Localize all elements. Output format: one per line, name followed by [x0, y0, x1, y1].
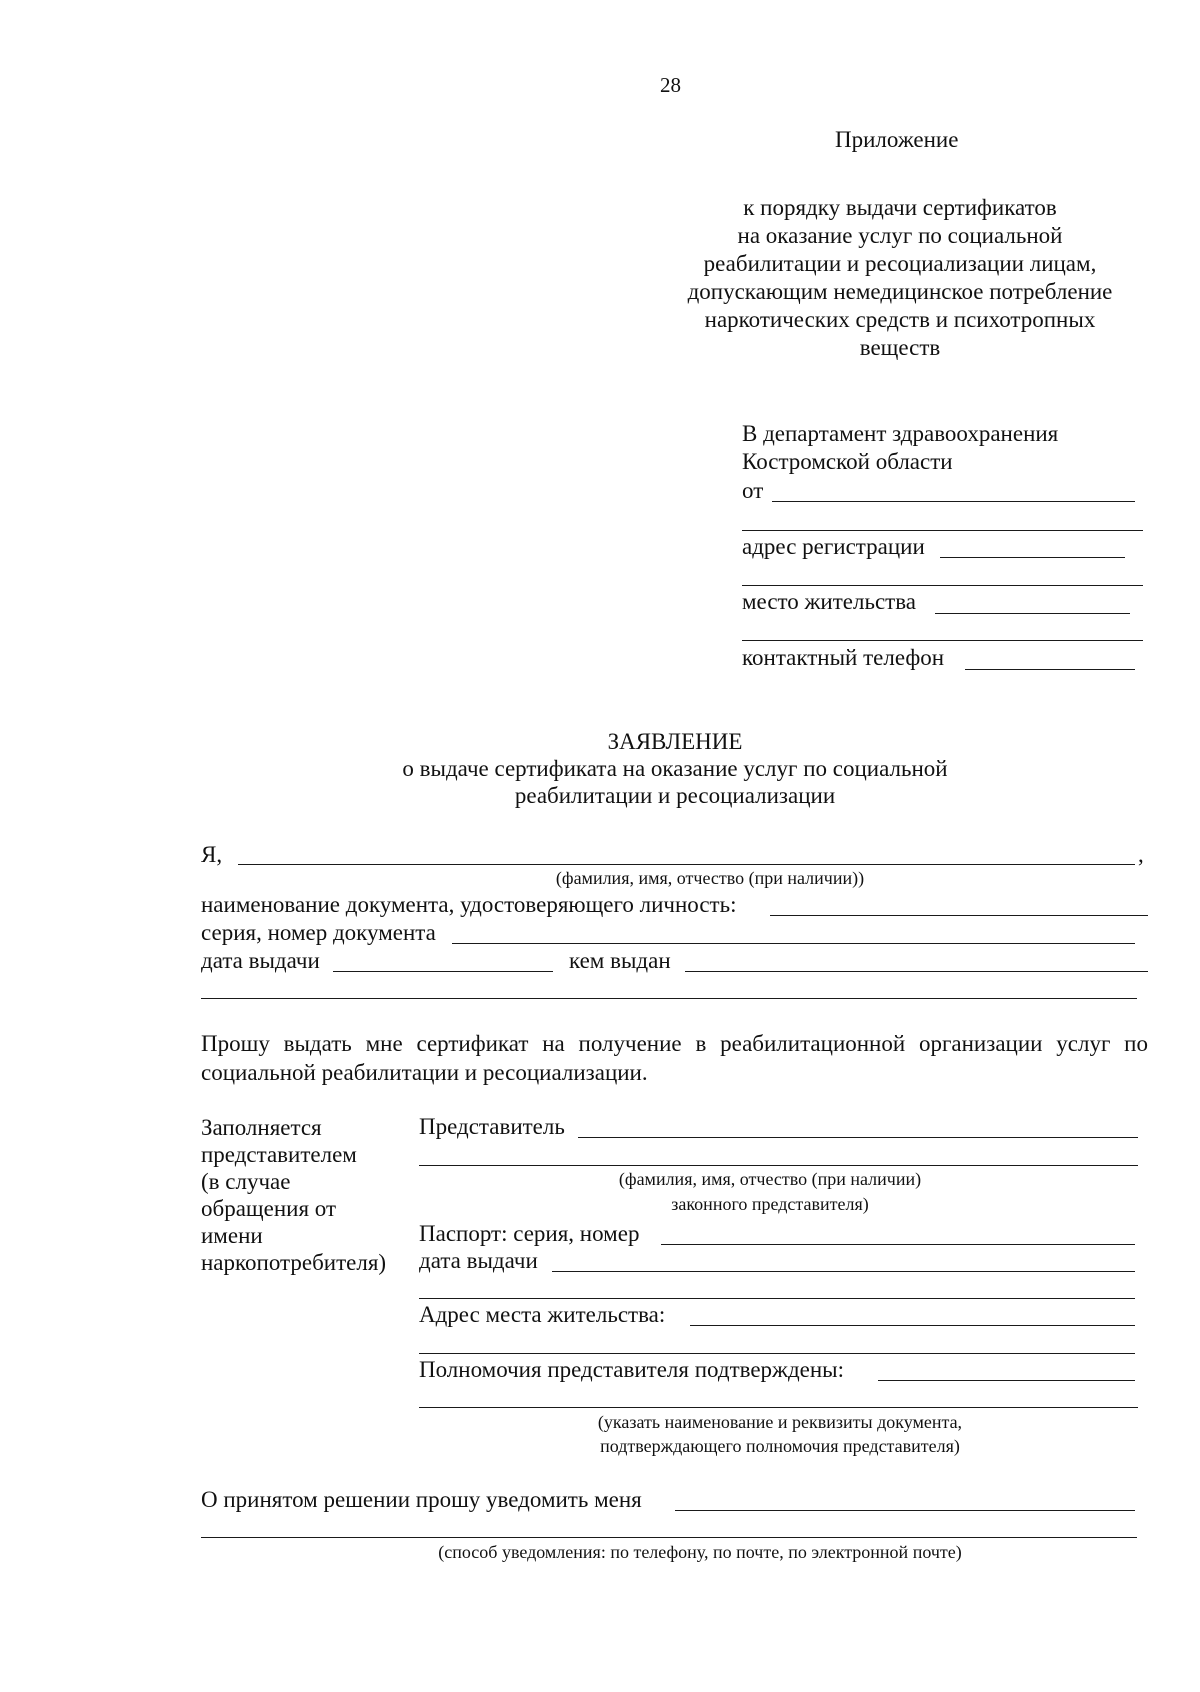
- representative-field-line2[interactable]: [419, 1165, 1138, 1166]
- authority-hint-line1: (указать наименование и реквизиты документа,: [597, 1412, 963, 1432]
- addressee-line1: В департамент здравоохранения: [742, 421, 1059, 446]
- appendix-title: Приложение: [835, 127, 959, 152]
- page-number: 28: [660, 73, 681, 97]
- authority-hint-line2: подтверждающего полномочия представителя): [600, 1436, 960, 1456]
- from-label: от: [742, 478, 764, 503]
- representative-address-field-line2[interactable]: [419, 1353, 1135, 1354]
- representative-note-line: обращения от: [201, 1196, 337, 1221]
- phone-field[interactable]: [965, 669, 1135, 670]
- representative-note-line: (в случае: [201, 1169, 291, 1194]
- issue-date-field[interactable]: [333, 971, 553, 972]
- identity-document-field[interactable]: [770, 915, 1148, 916]
- issue-date-label: дата выдачи: [201, 948, 320, 973]
- representative-address-field[interactable]: [690, 1325, 1135, 1326]
- authority-field-line2[interactable]: [419, 1407, 1138, 1408]
- request-line1: Прошу выдать мне сертификат на получение в реабилитационной организации услуг по: [201, 1031, 1148, 1056]
- authority-label: Полномочия представителя подтверждены:: [419, 1357, 845, 1382]
- residence-field[interactable]: [935, 613, 1130, 614]
- representative-note-line: наркопотребителя): [201, 1250, 387, 1275]
- representative-name-hint-line2: законного представителя): [671, 1194, 869, 1214]
- applicant-i-label: Я,: [201, 842, 223, 867]
- representative-field[interactable]: [578, 1137, 1138, 1138]
- authority-field[interactable]: [878, 1380, 1135, 1381]
- request-line2: социальной реабилитации и ресоциализации.: [201, 1060, 648, 1085]
- residence-label: место жительства: [742, 589, 916, 614]
- representative-name-hint-line1: (фамилия, имя, отчество (при наличии): [618, 1169, 922, 1189]
- document-series-label: серия, номер документа: [201, 920, 436, 945]
- identity-document-label: наименование документа, удостоверяющего личность:: [201, 892, 737, 917]
- document-title: ЗАЯВЛЕНИЕ: [607, 729, 743, 754]
- document-subtitle-line1: о выдаче сертификата на оказание услуг по социальной: [402, 756, 948, 781]
- representative-issue-date-field[interactable]: [552, 1271, 1135, 1272]
- issued-by-field[interactable]: [685, 971, 1148, 972]
- appendix-subtitle-line: на оказание услуг по социальной: [737, 223, 1063, 248]
- passport-field[interactable]: [661, 1244, 1135, 1245]
- registration-address-field[interactable]: [940, 557, 1125, 558]
- notify-hint: (способ уведомления: по телефону, по почте, по электронной почте): [438, 1542, 962, 1562]
- representative-issue-date-field-line2[interactable]: [419, 1298, 1135, 1299]
- appendix-subtitle-line: к порядку выдачи сертификатов: [743, 195, 1057, 220]
- representative-label: Представитель: [419, 1114, 565, 1139]
- applicant-name-hint: (фамилия, имя, отчество (при наличии)): [555, 868, 865, 888]
- applicant-name-field[interactable]: [238, 864, 1135, 865]
- phone-label: контактный телефон: [742, 645, 945, 670]
- from-field-line2[interactable]: [742, 530, 1143, 531]
- document-subtitle-line2: реабилитации и ресоциализации: [514, 783, 836, 808]
- applicant-comma: ,: [1138, 842, 1144, 867]
- representative-address-label: Адрес места жительства:: [419, 1302, 666, 1327]
- representative-note-line: представителем: [201, 1142, 357, 1167]
- representative-note-line: Заполняется: [201, 1115, 322, 1140]
- appendix-subtitle-line: допускающим немедицинское потребление: [687, 279, 1113, 304]
- registration-address-label: адрес регистрации: [742, 534, 925, 559]
- appendix-subtitle-line: наркотических средств и психотропных: [704, 307, 1096, 332]
- notify-label: О принятом решении прошу уведомить меня: [201, 1487, 642, 1512]
- notify-field-line2[interactable]: [201, 1537, 1137, 1538]
- notify-field[interactable]: [675, 1510, 1135, 1511]
- representative-note-line: имени: [201, 1223, 263, 1248]
- appendix-subtitle-line: реабилитации и ресоциализации лицам,: [703, 251, 1097, 276]
- from-field[interactable]: [772, 501, 1135, 502]
- issued-by-label: кем выдан: [569, 948, 671, 973]
- issued-by-field-line2[interactable]: [201, 998, 1137, 999]
- residence-field-line2[interactable]: [742, 640, 1143, 641]
- representative-issue-date-label: дата выдачи: [419, 1248, 538, 1273]
- passport-label: Паспорт: серия, номер: [419, 1221, 640, 1246]
- addressee-line2: Костромской области: [742, 449, 953, 474]
- document-series-field[interactable]: [452, 943, 1135, 944]
- registration-address-field-line2[interactable]: [742, 585, 1143, 586]
- appendix-subtitle-line: веществ: [859, 335, 941, 360]
